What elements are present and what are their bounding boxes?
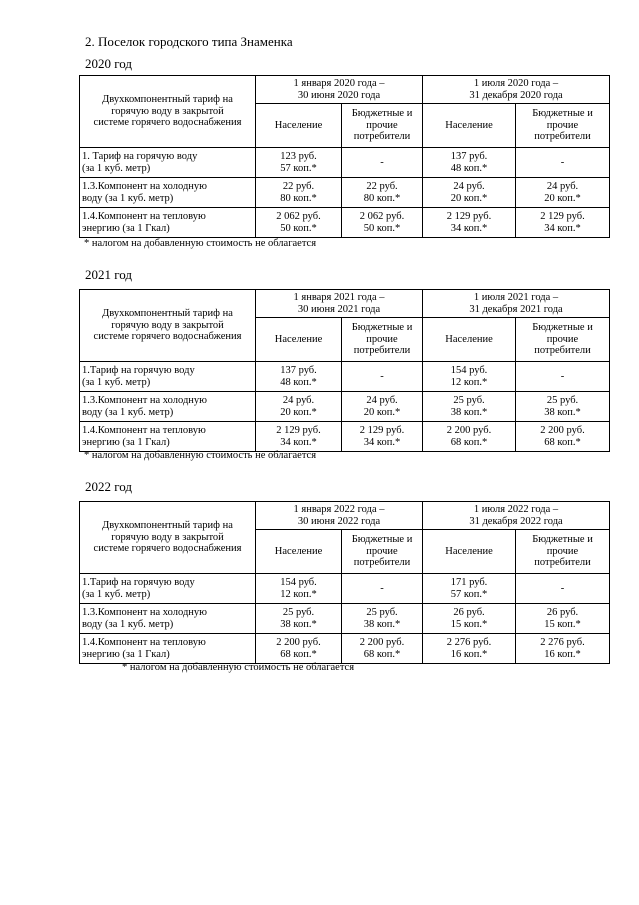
tariff-value: 171 руб. 57 коп.* bbox=[423, 574, 516, 604]
period-header: 1 июля 2020 года – 31 декабря 2020 года bbox=[423, 76, 610, 104]
row-label: 1.3.Компонент на холодную воду (за 1 куб. метр) bbox=[80, 604, 256, 634]
tariff-value: - bbox=[342, 148, 423, 178]
table-row bbox=[80, 148, 610, 178]
tariff-value: - bbox=[516, 362, 610, 392]
table-row bbox=[80, 634, 610, 664]
year-title-2020: 2020 год bbox=[85, 56, 132, 71]
tariff-table-2021 bbox=[79, 289, 610, 452]
period-header: 1 января 2022 года – 30 июня 2022 года bbox=[256, 502, 423, 530]
tariff-value: 24 руб. 20 коп.* bbox=[342, 392, 423, 422]
tariff-value: 2 200 руб. 68 коп.* bbox=[423, 422, 516, 452]
tariff-value: 137 руб. 48 коп.* bbox=[256, 362, 342, 392]
tariff-value: 25 руб. 38 коп.* bbox=[342, 604, 423, 634]
tariff-value: 24 руб. 20 коп.* bbox=[516, 178, 610, 208]
table-row bbox=[80, 208, 610, 238]
row-label: 1. Тариф на горячую воду (за 1 куб. метр) bbox=[80, 148, 256, 178]
subheader-population: Население bbox=[423, 318, 516, 362]
subheader-population: Население bbox=[256, 318, 342, 362]
tariff-value: 2 200 руб. 68 коп.* bbox=[342, 634, 423, 664]
tariff-value: 137 руб. 48 коп.* bbox=[423, 148, 516, 178]
tariff-value: 26 руб. 15 коп.* bbox=[423, 604, 516, 634]
column-header-tariff: Двухкомпонентный тариф на горячую воду в закрытой системе горячего водоснабжения bbox=[80, 502, 256, 574]
period-header: 1 июля 2022 года – 31 декабря 2022 года bbox=[423, 502, 610, 530]
tariff-value: 22 руб. 80 коп.* bbox=[256, 178, 342, 208]
row-label: 1.Тариф на горячую воду (за 1 куб. метр) bbox=[80, 362, 256, 392]
subheader-budget: Бюджетные и прочие потребители bbox=[516, 104, 610, 148]
tariff-value: 2 276 руб. 16 коп.* bbox=[423, 634, 516, 664]
column-header-tariff: Двухкомпонентный тариф на горячую воду в закрытой системе горячего водоснабжения bbox=[80, 290, 256, 362]
tariff-value: 2 129 руб. 34 коп.* bbox=[342, 422, 423, 452]
table-row bbox=[80, 574, 610, 604]
row-label: 1.4.Компонент на тепловую энергию (за 1 Гкал) bbox=[80, 208, 256, 238]
row-label: 1.Тариф на горячую воду (за 1 куб. метр) bbox=[80, 574, 256, 604]
section-heading: 2. Поселок городского типа Знаменка bbox=[85, 34, 293, 49]
tariff-value: 22 руб. 80 коп.* bbox=[342, 178, 423, 208]
subheader-population: Население bbox=[256, 530, 342, 574]
subheader-population: Население bbox=[423, 530, 516, 574]
table-row bbox=[80, 362, 610, 392]
tariff-value: - bbox=[516, 574, 610, 604]
tariff-value: 154 руб. 12 коп.* bbox=[423, 362, 516, 392]
subheader-budget: Бюджетные и прочие потребители bbox=[516, 318, 610, 362]
subheader-budget: Бюджетные и прочие потребители bbox=[342, 104, 423, 148]
period-header: 1 января 2021 года – 30 июня 2021 года bbox=[256, 290, 423, 318]
subheader-budget: Бюджетные и прочие потребители bbox=[516, 530, 610, 574]
tariff-value: 25 руб. 38 коп.* bbox=[423, 392, 516, 422]
tariff-value: 123 руб. 57 коп.* bbox=[256, 148, 342, 178]
tariff-value: 25 руб. 38 коп.* bbox=[516, 392, 610, 422]
tariff-value: - bbox=[342, 362, 423, 392]
tariff-value: 2 062 руб. 50 коп.* bbox=[256, 208, 342, 238]
tariff-value: 154 руб. 12 коп.* bbox=[256, 574, 342, 604]
table-row bbox=[80, 178, 610, 208]
vat-footnote: * налогом на добавленную стоимость не облагается bbox=[122, 662, 355, 673]
row-label: 1.4.Компонент на тепловую энергию (за 1 Гкал) bbox=[80, 422, 256, 452]
subheader-population: Население bbox=[256, 104, 342, 148]
tariff-value: 2 276 руб. 16 коп.* bbox=[516, 634, 610, 664]
subheader-population: Население bbox=[423, 104, 516, 148]
tariff-table-2022 bbox=[79, 501, 610, 664]
vat-footnote: * налогом на добавленную стоимость не облагается bbox=[84, 450, 317, 461]
tariff-value: 25 руб. 38 коп.* bbox=[256, 604, 342, 634]
tariff-value: 26 руб. 15 коп.* bbox=[516, 604, 610, 634]
table-row bbox=[80, 392, 610, 422]
tariff-value: 2 129 руб. 34 коп.* bbox=[256, 422, 342, 452]
period-header: 1 июля 2021 года – 31 декабря 2021 года bbox=[423, 290, 610, 318]
tariff-value: 2 129 руб. 34 коп.* bbox=[423, 208, 516, 238]
tariff-table-2020 bbox=[79, 75, 610, 238]
tariff-value: 2 200 руб. 68 коп.* bbox=[256, 634, 342, 664]
tariff-value: - bbox=[342, 574, 423, 604]
tariff-value: 2 200 руб. 68 коп.* bbox=[516, 422, 610, 452]
row-label: 1.3.Компонент на холодную воду (за 1 куб. метр) bbox=[80, 178, 256, 208]
period-header: 1 января 2020 года – 30 июня 2020 года bbox=[256, 76, 423, 104]
table-row bbox=[80, 422, 610, 452]
row-label: 1.3.Компонент на холодную воду (за 1 куб. метр) bbox=[80, 392, 256, 422]
vat-footnote: * налогом на добавленную стоимость не облагается bbox=[84, 238, 317, 249]
tariff-value: - bbox=[516, 148, 610, 178]
row-label: 1.4.Компонент на тепловую энергию (за 1 Гкал) bbox=[80, 634, 256, 664]
tariff-value: 24 руб. 20 коп.* bbox=[423, 178, 516, 208]
tariff-value: 24 руб. 20 коп.* bbox=[256, 392, 342, 422]
table-row bbox=[80, 604, 610, 634]
subheader-budget: Бюджетные и прочие потребители bbox=[342, 318, 423, 362]
year-title-2021: 2021 год bbox=[85, 267, 132, 282]
year-title-2022: 2022 год bbox=[85, 479, 132, 494]
tariff-value: 2 129 руб. 34 коп.* bbox=[516, 208, 610, 238]
subheader-budget: Бюджетные и прочие потребители bbox=[342, 530, 423, 574]
tariff-value: 2 062 руб. 50 коп.* bbox=[342, 208, 423, 238]
column-header-tariff: Двухкомпонентный тариф на горячую воду в закрытой системе горячего водоснабжения bbox=[80, 76, 256, 148]
